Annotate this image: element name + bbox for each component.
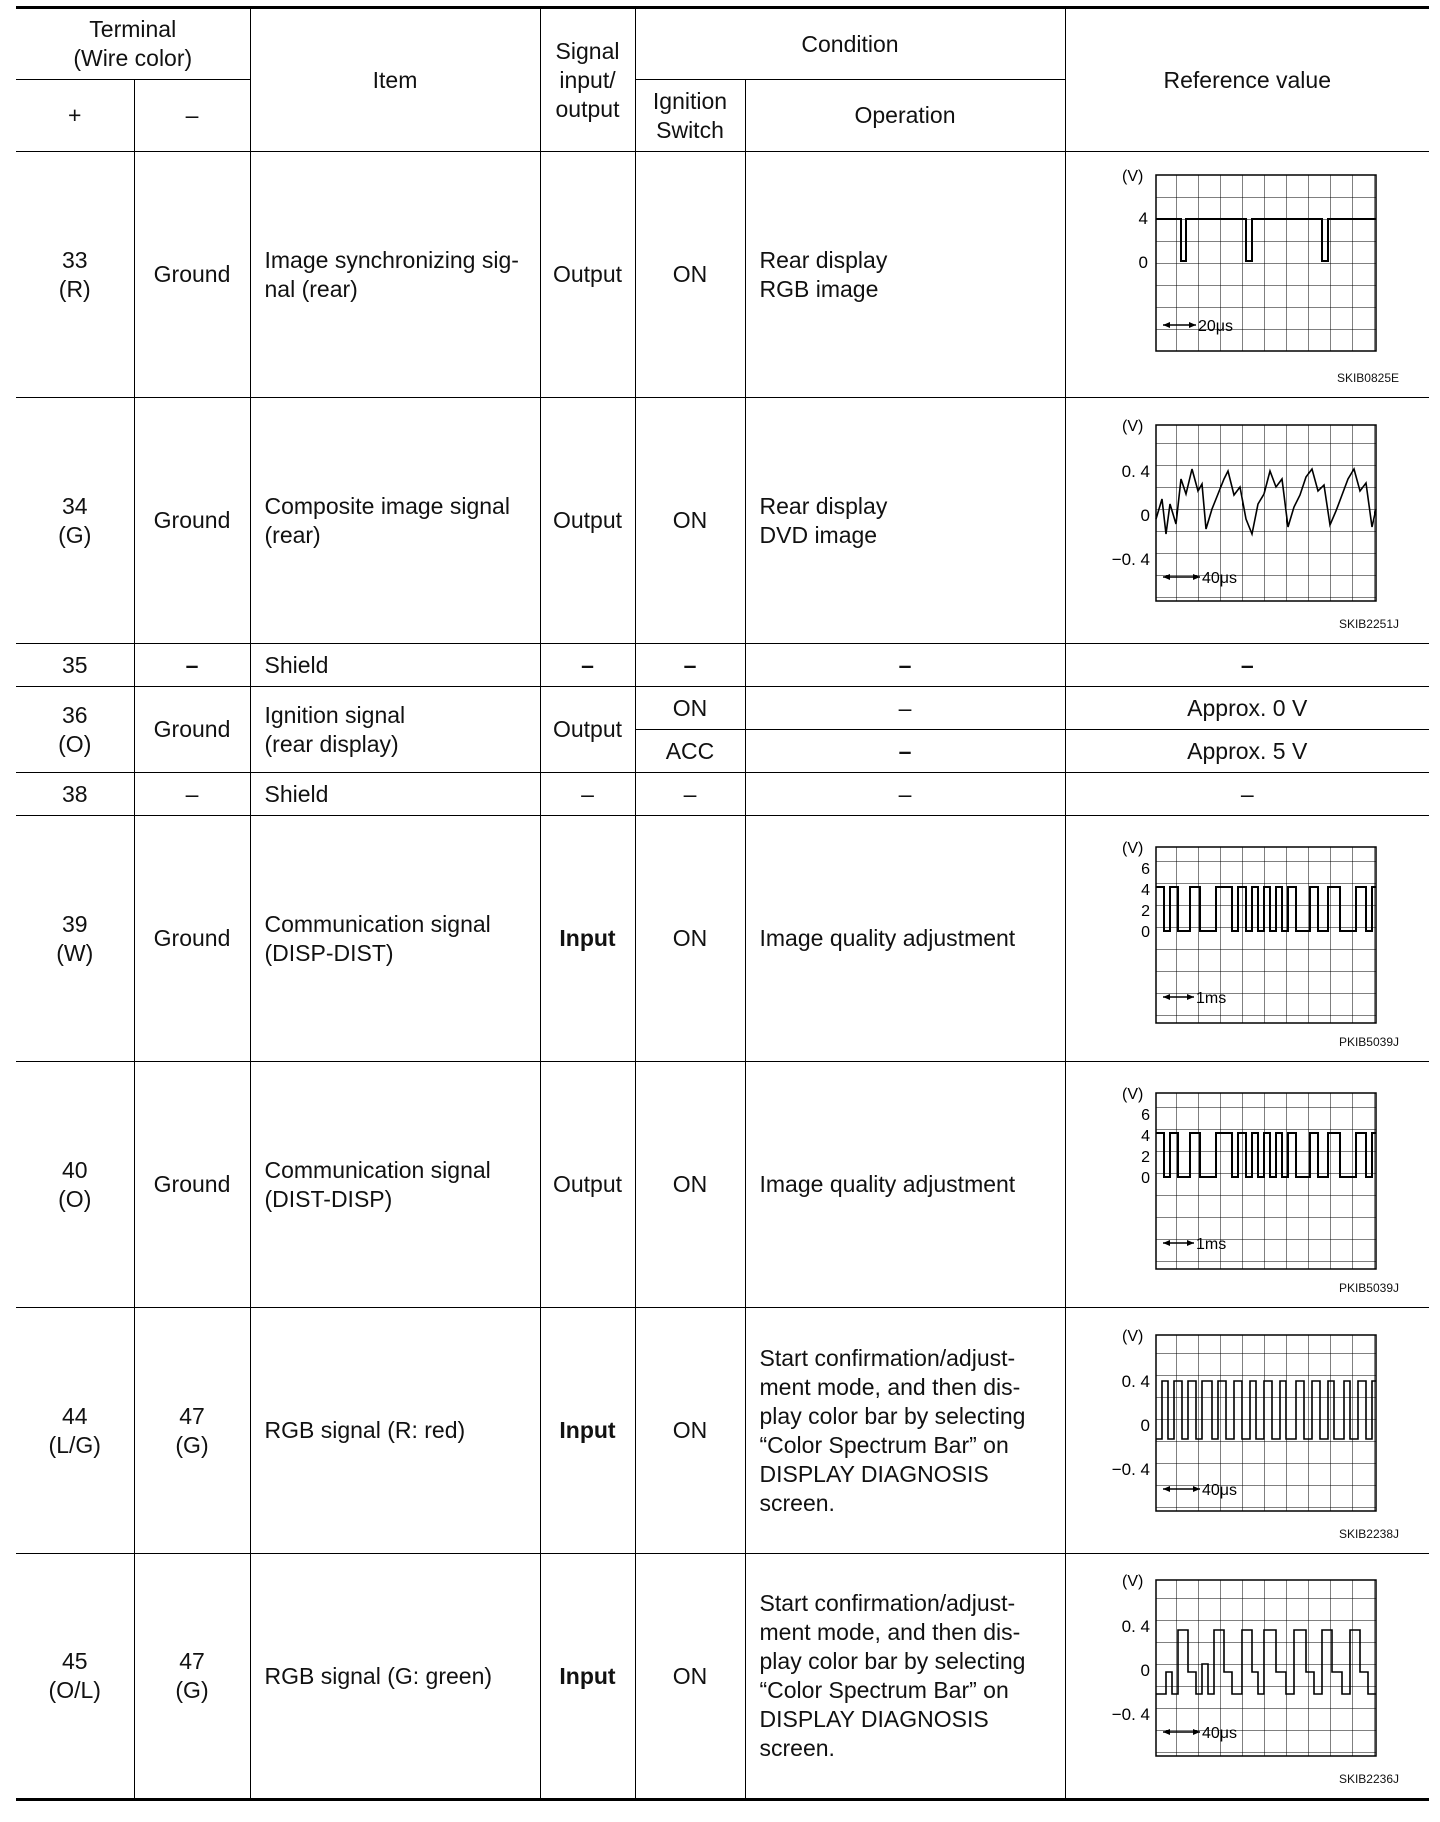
svg-text:4: 4 [1140,881,1150,899]
svg-text:2: 2 [1140,902,1150,920]
reference-cell: – [1065,773,1429,816]
ignition-cell: ON [635,1062,745,1308]
oscilloscope-waveform [1066,153,1428,397]
item-cell: RGB signal (R: red) [250,1308,540,1554]
reference-cell [1065,816,1429,1062]
minus-header: – [134,80,250,152]
ignition-cell: ON [635,1554,745,1800]
svg-text:0: 0 [1138,252,1148,272]
item-cell: Shield [250,644,540,687]
terminal-label: Terminal [89,16,177,42]
io-cell: – [540,644,635,687]
io-cell: – [540,773,635,816]
svg-text:40μs: 40μs [1201,1725,1237,1742]
terminal-minus: Ground [134,152,250,398]
ignition-cell: ON [635,687,745,730]
svg-text:1ms: 1ms [1195,1235,1226,1253]
reference-cell: – [1065,644,1429,687]
svg-text:(V): (V) [1121,167,1143,185]
oscilloscope-waveform [1066,817,1428,1061]
terminal-minus: 47 (G) [134,1308,250,1554]
svg-text:0. 4: 0. 4 [1121,461,1150,481]
ignition-cell: ON [635,1308,745,1554]
svg-text:40μs: 40μs [1201,1481,1237,1499]
svg-text:0. 4: 0. 4 [1121,1617,1150,1636]
figure-code: SKIB0825E [1336,371,1399,385]
svg-text:0: 0 [1140,1661,1150,1680]
svg-text:20μs: 20μs [1197,317,1233,335]
terminal-minus: Ground [134,398,250,644]
terminal-plus: 34 (G) [16,398,134,644]
svg-text:(V): (V) [1121,839,1143,857]
table-row [16,687,1429,730]
item-cell: RGB signal (G: green) [250,1554,540,1800]
svg-text:2: 2 [1140,1148,1150,1166]
svg-text:(V): (V) [1121,1085,1143,1103]
item-cell: Image synchronizing sig- nal (rear) [250,152,540,398]
io-cell: Output [540,687,635,773]
ignition-cell: – [635,644,745,687]
terminal-minus: Ground [134,687,250,773]
terminal-minus: – [134,773,250,816]
svg-text:0: 0 [1140,1169,1150,1187]
ignition-cell: – [635,773,745,816]
terminal-plus: 40 (O) [16,1062,134,1308]
io-cell: Output [540,398,635,644]
terminal-plus: 36 (O) [16,687,134,773]
item-cell: Ignition signal (rear display) [250,687,540,773]
svg-text:4: 4 [1138,208,1148,228]
figure-code: SKIB2236J [1338,1772,1399,1786]
terminal-minus: – [134,644,250,687]
item-cell: Shield [250,773,540,816]
terminal-minus: 47 (G) [134,1554,250,1800]
operation-cell: – [745,773,1065,816]
io-cell: Output [540,1062,635,1308]
figure-code: SKIB2251J [1338,617,1399,631]
terminal-plus: 44 (L/G) [16,1308,134,1554]
signal-io-header: Signal input/ output [540,8,635,152]
oscilloscope-waveform [1066,1309,1428,1553]
svg-text:0: 0 [1140,505,1150,525]
item-cell: Composite image signal (rear) [250,398,540,644]
oscilloscope-waveform [1066,399,1428,643]
svg-text:−0. 4: −0. 4 [1111,1459,1150,1479]
table-row [16,644,1429,687]
ignition-switch-header: Ignition Switch [635,80,745,152]
svg-text:0. 4: 0. 4 [1121,1371,1150,1391]
table-row [16,1308,1429,1554]
terminal-minus: Ground [134,1062,250,1308]
item-cell: Communication signal (DISP-DIST) [250,816,540,1062]
reference-cell: Approx. 0 V [1065,687,1429,730]
operation-cell: – [745,687,1065,730]
ignition-cell: ACC [635,730,745,773]
reference-cell [1065,1554,1429,1800]
svg-text:4: 4 [1140,1127,1150,1145]
svg-text:−0. 4: −0. 4 [1111,1705,1150,1724]
operation-cell: Rear display RGB image [745,152,1065,398]
oscilloscope-waveform [1066,1554,1428,1798]
condition-header: Condition [635,8,1065,80]
table-row [16,816,1429,1062]
io-cell: Output [540,152,635,398]
ignition-cell: ON [635,152,745,398]
reference-cell [1065,398,1429,644]
table-row [16,398,1429,644]
terminal-plus: 38 [16,773,134,816]
svg-text:6: 6 [1140,860,1150,878]
terminal-plus: 39 (W) [16,816,134,1062]
svg-text:1ms: 1ms [1195,989,1226,1007]
io-cell: Input [540,1554,635,1800]
terminal-minus: Ground [134,816,250,1062]
table-row [16,1554,1429,1800]
reference-cell [1065,1308,1429,1554]
operation-header: Operation [745,80,1065,152]
ignition-cell: ON [635,398,745,644]
oscilloscope-waveform [1066,1063,1428,1307]
operation-cell: – [745,730,1065,773]
io-cell: Input [540,1308,635,1554]
svg-text:40μs: 40μs [1201,569,1237,587]
terminal-table [16,6,1429,1801]
reference-cell [1065,1062,1429,1308]
figure-code: SKIB2238J [1338,1527,1399,1541]
plus-header: + [16,80,134,152]
operation-cell: – [745,644,1065,687]
terminal-plus: 35 [16,644,134,687]
terminal-plus: 33 (R) [16,152,134,398]
terminal-plus: 45 (O/L) [16,1554,134,1800]
reference-cell [1065,152,1429,398]
operation-cell: Rear display DVD image [745,398,1065,644]
item-cell: Communication signal (DIST-DISP) [250,1062,540,1308]
svg-text:6: 6 [1140,1106,1150,1124]
operation-cell: Start confirmation/adjust- ment mode, and then dis- play color bar by selecting “Color Spectrum Bar” on DISPLAY DIAGNOSIS screen. [745,1554,1065,1800]
svg-text:(V): (V) [1121,1573,1143,1590]
item-header: Item [250,8,540,152]
svg-text:0: 0 [1140,923,1150,941]
table-row [16,773,1429,816]
wire-color-label: (Wire color) [73,45,193,71]
operation-cell: Image quality adjustment [745,1062,1065,1308]
terminal-header [16,8,250,80]
io-cell: Input [540,816,635,1062]
reference-cell: Approx. 5 V [1065,730,1429,773]
figure-code: PKIB5039J [1338,1035,1399,1049]
operation-cell: Image quality adjustment [745,816,1065,1062]
svg-text:(V): (V) [1121,417,1143,435]
operation-cell: Start confirmation/adjust- ment mode, and then dis- play color bar by selecting “Color Spectrum Bar” on DISPLAY DIAGNOSIS screen. [745,1308,1065,1554]
ignition-cell: ON [635,816,745,1062]
svg-text:0: 0 [1140,1415,1150,1435]
svg-text:(V): (V) [1121,1327,1143,1345]
figure-code: PKIB5039J [1338,1281,1399,1295]
table-row [16,1062,1429,1308]
table-row [16,152,1429,398]
reference-value-header: Reference value [1065,8,1429,152]
svg-text:−0. 4: −0. 4 [1111,549,1150,569]
